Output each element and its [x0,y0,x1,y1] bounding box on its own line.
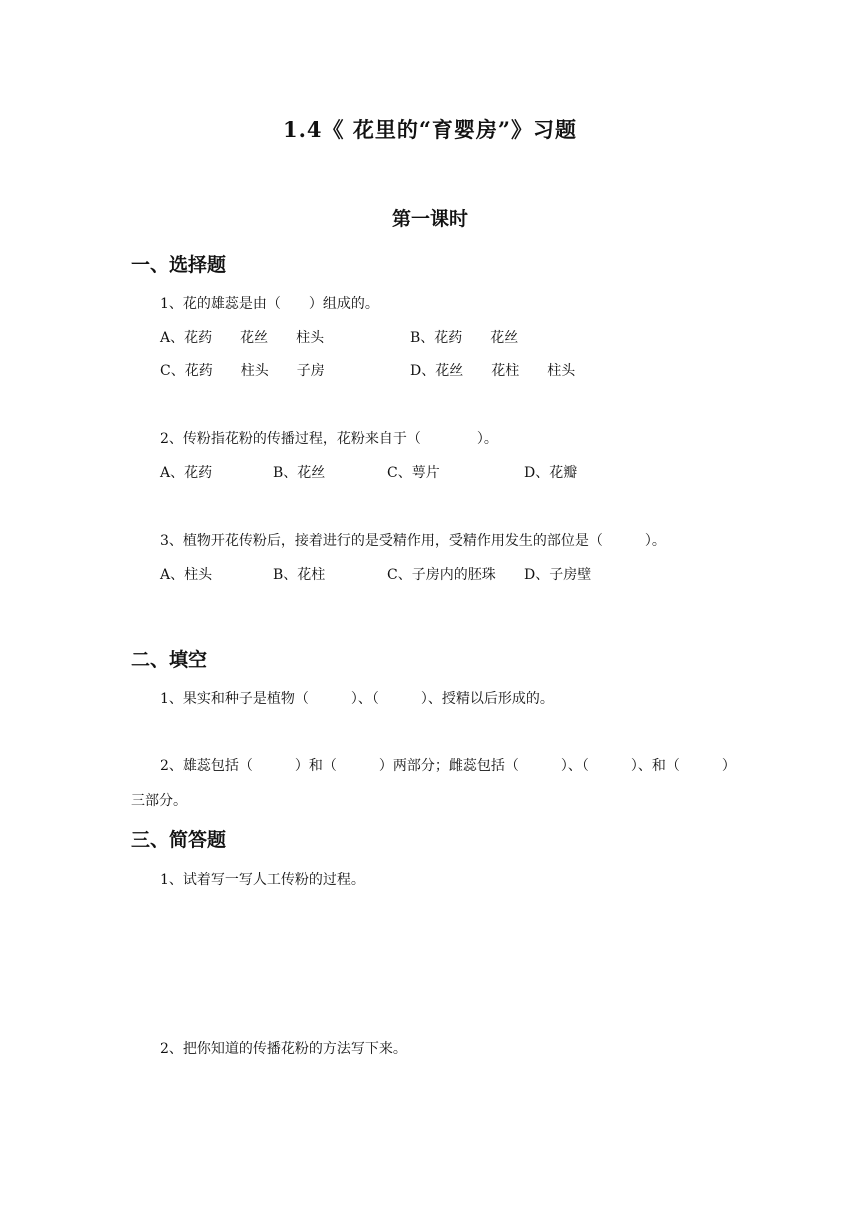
option-d: D、子房壁 [524,567,592,583]
question-continuation: 三部分。 [131,793,187,809]
question-text: 2、雄蕊包括（ ）和（ ）两部分；雌蕊包括（ ）、（ ）、和（ ） [160,758,736,774]
option-d: D、花瓣 [524,465,578,481]
option-d: D、花丝 花柱 柱头 [410,363,576,379]
section-heading-choice: 一、选择题 [131,254,227,276]
question-text: 1、花的雄蕊是由（ ）组成的。 [160,296,379,312]
page-title: 1.4《 花里的“育婴房”》习题 [282,117,577,142]
option-a: A、花药 花丝 柱头 [160,330,325,346]
option-a: A、柱头 [160,567,213,583]
question-text: 1、果实和种子是植物（ ）、（ ）、授精以后形成的。 [160,691,554,707]
option-b: B、花柱 [273,567,326,583]
option-c: C、子房内的胚珠 [387,567,496,583]
section-heading-fill-blank: 二、填空 [131,649,208,671]
option-b: B、花丝 [273,465,326,481]
option-a: A、花药 [160,465,213,481]
lesson-subtitle: 第一课时 [391,208,468,230]
question-text: 2、把你知道的传播花粉的方法写下来。 [160,1041,407,1057]
option-c: C、花药 柱头 子房 [160,363,325,379]
option-b: B、花药 花丝 [410,330,519,346]
question-text: 1、试着写一写人工传粉的过程。 [160,872,365,888]
question-text: 2、传粉指花粉的传播过程，花粉来自于（ ）。 [160,431,498,447]
section-heading-short-answer: 三、简答题 [131,829,227,851]
question-text: 3、植物开花传粉后，接着进行的是受精作用，受精作用发生的部位是（ ）。 [160,533,666,549]
option-c: C、萼片 [387,465,440,481]
